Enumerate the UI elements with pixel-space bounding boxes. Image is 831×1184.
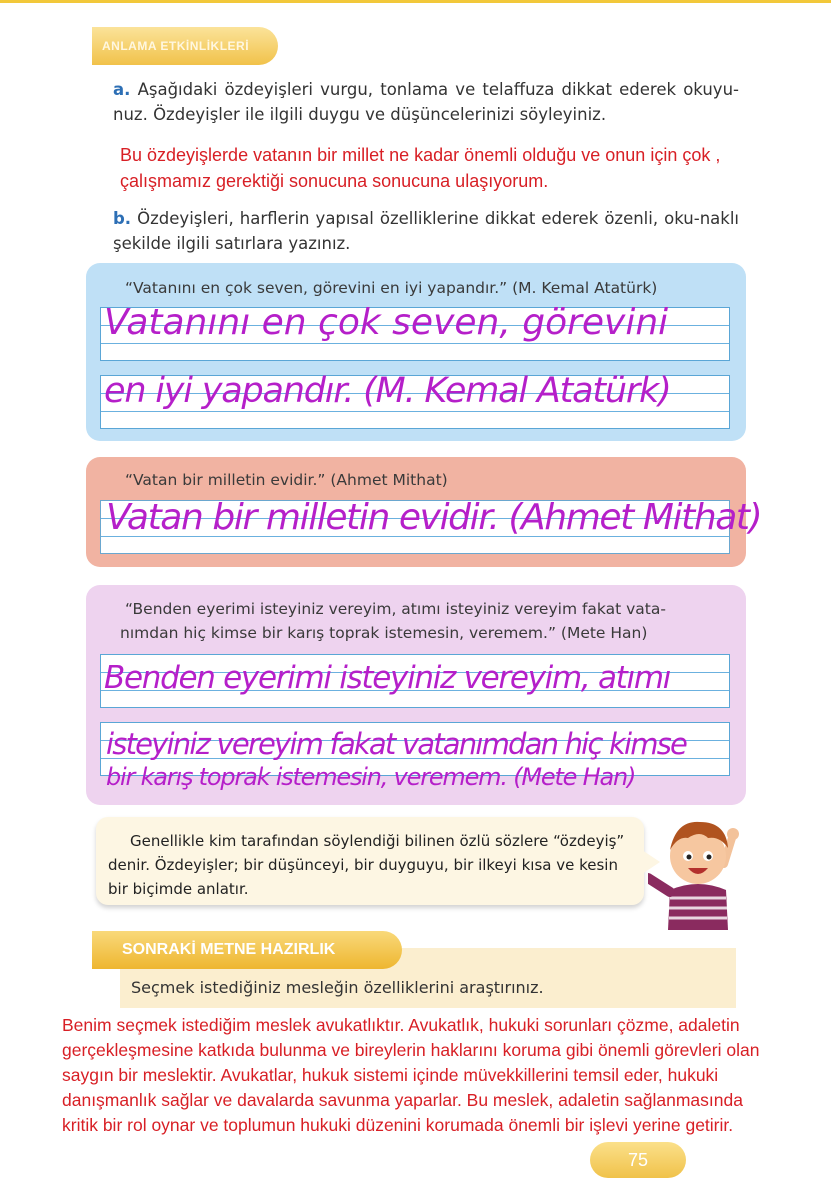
- next-section-task: Seçmek istediğiniz mesleğin özelliklerini araştırınız.: [131, 978, 544, 997]
- task-a-instructions: [113, 77, 739, 127]
- child-face: [670, 822, 728, 884]
- top-rule: [0, 0, 831, 3]
- handwriting-metehan-line2: isteyiniz vereyim fakat vatanımdan hiç kimse: [106, 727, 687, 761]
- quote-metehan-line1: “Benden eyerimi isteyiniz vereyim, atımı isteyiniz vereyim fakat vata-: [125, 600, 666, 618]
- handwriting-metehan-line3: bir karış toprak istemesin, veremem. (Mete Han): [106, 763, 636, 791]
- next-section-title: SONRAKİ METNE HAZIRLIK: [92, 931, 402, 969]
- task-a-answer-line1: Bu özdeyişlerde vatanın bir millet ne kadar önemli olduğu ve onun için çok ,: [120, 145, 721, 165]
- quote-metehan-line2: nımdan hiç kimse bir karış toprak istemesin, veremem.” (Mete Han): [120, 624, 648, 642]
- quote-ataturk: “Vatanını en çok seven, görevini en iyi yapandır.” (M. Kemal Atatürk): [125, 279, 658, 297]
- quote-mithat: “Vatan bir milletin evidir.” (Ahmet Mithat): [125, 471, 448, 489]
- child-illustration: [648, 808, 748, 930]
- task-b-letter: b.: [113, 209, 132, 228]
- page-number: 75: [590, 1142, 686, 1178]
- section-tab: ANLAMA ETKİNLİKLERİ: [92, 27, 278, 65]
- task-b-instructions: [113, 206, 739, 256]
- task-a-answer-line2: çalışmamız gerektiği sonucuna sonucuna ulaşıyorum.: [120, 171, 549, 191]
- task-a-text: Aşağıdaki özdeyişleri vurgu, tonlama ve telaffuza dikkat ederek okuyu-nuz. Özdeyişler ile ilgili duygu ve düşüncelerinizi söyleyiniz.: [113, 80, 739, 124]
- essay-answer: Benim seçmek istediğim meslek avukatlıktır. Avukatlık, hukuki sorunları çözme, adaletin gerçekleşmesine katkıda bulunma ve bireylerin haklarını koruma gibi önemli görevleri olan saygın bir meslektir. Avukatlar, hukuk sistemi içinde müvekkillerini temsil eder, hukuki danışmanlık sağlar ve davalarda savunma yaparlar. Bu meslek, adaletin sağlanmasında kritik bir rol oynar ve toplumun hukuki düzenini korumada önemli bir işlevi yerine getirir.: [62, 1015, 760, 1135]
- child-body: [648, 878, 728, 930]
- task-a-letter: a.: [113, 80, 131, 99]
- info-box-text: Genellikle kim tarafından söylendiği bilinen özlü sözlere “özdeyiş” denir. Özdeyişler; bir düşünceyi, bir duyguyu, bir ilkeyi kısa ve kesin bir biçimde anlatır.: [108, 832, 625, 898]
- handwriting-ataturk-line1: Vatanını en çok seven, görevini: [104, 302, 669, 343]
- task-b-text: Özdeyişleri, harflerin yapısal özelliklerine dikkat ederek özenli, oku-naklı şekilde ilgili satırlara yazınız.: [113, 209, 739, 253]
- handwriting-ataturk-line2: en iyi yapandır. (M. Kemal Atatürk): [104, 371, 671, 411]
- handwriting-metehan-line1: Benden eyerimi isteyiniz vereyim, atımı: [104, 660, 671, 696]
- handwriting-mithat: Vatan bir milletin evidir. (Ahmet Mithat): [106, 497, 762, 538]
- child-waving-hand: [724, 828, 739, 864]
